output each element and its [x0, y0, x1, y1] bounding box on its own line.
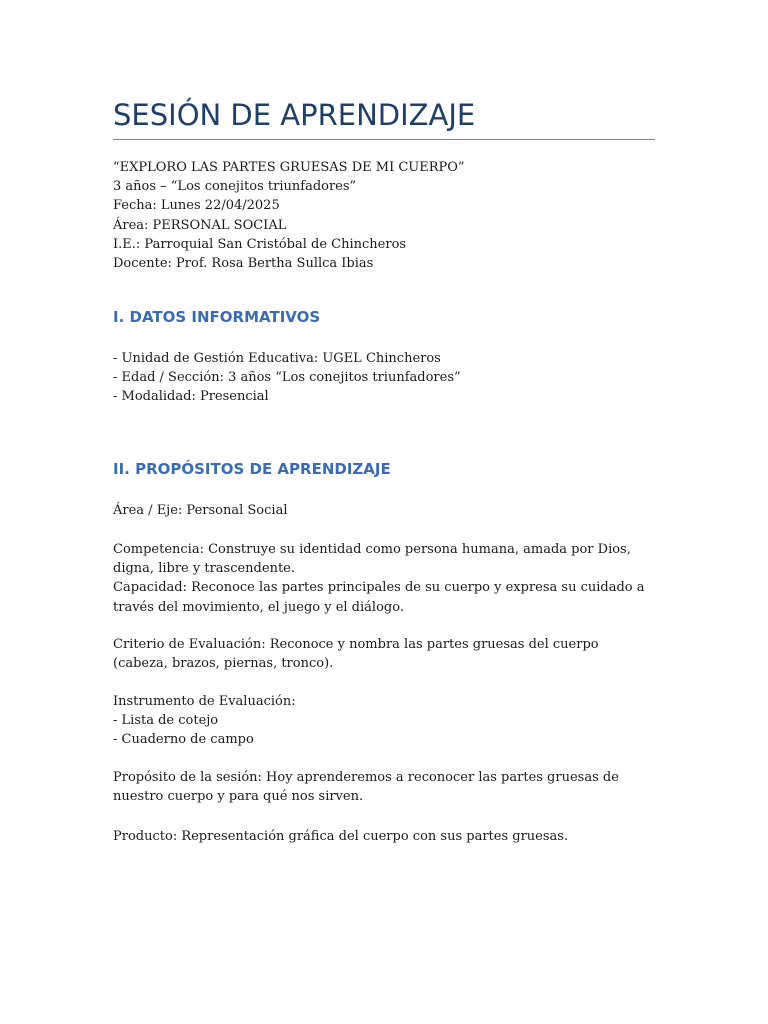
criterio-block: [113, 635, 655, 673]
list-item: - Edad / Sección: 3 años “Los conejitos triunfadores”: [113, 370, 461, 386]
session-teacher: Docente: Prof. Rosa Bertha Sullca Ibias: [113, 256, 374, 272]
capacidad-text: Capacidad: Reconoce las partes principales de su cuerpo y expresa su cuidado a través del movimiento, el juego y el diálogo.: [113, 580, 645, 615]
proposito-text: Propósito de la sesión: Hoy aprenderemos a reconocer las partes gruesas de nuestro cuerpo y para qué nos sirven.: [113, 770, 619, 805]
session-topic: “EXPLORO LAS PARTES GRUESAS DE MI CUERPO”: [113, 160, 465, 175]
session-school: I.E.: Parroquial San Cristóbal de Chincheros: [113, 236, 407, 252]
title-underline: [113, 139, 655, 140]
session-info-block: [113, 158, 655, 273]
criterio-text: Criterio de Evaluación: Reconoce y nombra las partes gruesas del cuerpo (cabeza, brazos, piernas, tronco).: [113, 637, 599, 672]
document-title: SESIÓN DE APRENDIZAJE: [113, 98, 476, 132]
session-date: Fecha: Lunes 22/04/2025: [113, 198, 280, 214]
competencia-capacidad-block: [113, 540, 655, 617]
session-age-group: 3 años – “Los conejitos triunfadores”: [113, 179, 357, 195]
area-eje-paragraph: [113, 501, 655, 520]
datos-informativos-list: [113, 349, 655, 407]
instrumento-block: [113, 692, 655, 750]
session-area: Área: PERSONAL SOCIAL: [113, 217, 287, 233]
producto-text: Producto: Representación gráfica del cuerpo con sus partes gruesas.: [113, 829, 569, 844]
area-eje-text: Área / Eje: Personal Social: [113, 503, 288, 518]
section-heading-datos-informativos: I. DATOS INFORMATIVOS: [113, 308, 321, 326]
list-item: - Modalidad: Presencial: [113, 389, 269, 405]
section-heading-propositos: II. PROPÓSITOS DE APRENDIZAJE: [113, 460, 391, 478]
proposito-block: [113, 768, 655, 806]
list-item: - Cuaderno de campo: [113, 732, 254, 748]
competencia-text: Competencia: Construye su identidad como persona humana, amada por Dios, digna, libre y trascendente.: [113, 542, 631, 577]
instrumento-label: Instrumento de Evaluación:: [113, 694, 296, 709]
producto-block: [113, 827, 655, 846]
list-item: - Lista de cotejo: [113, 713, 219, 729]
list-item: - Unidad de Gestión Educativa: UGEL Chincheros: [113, 351, 441, 366]
